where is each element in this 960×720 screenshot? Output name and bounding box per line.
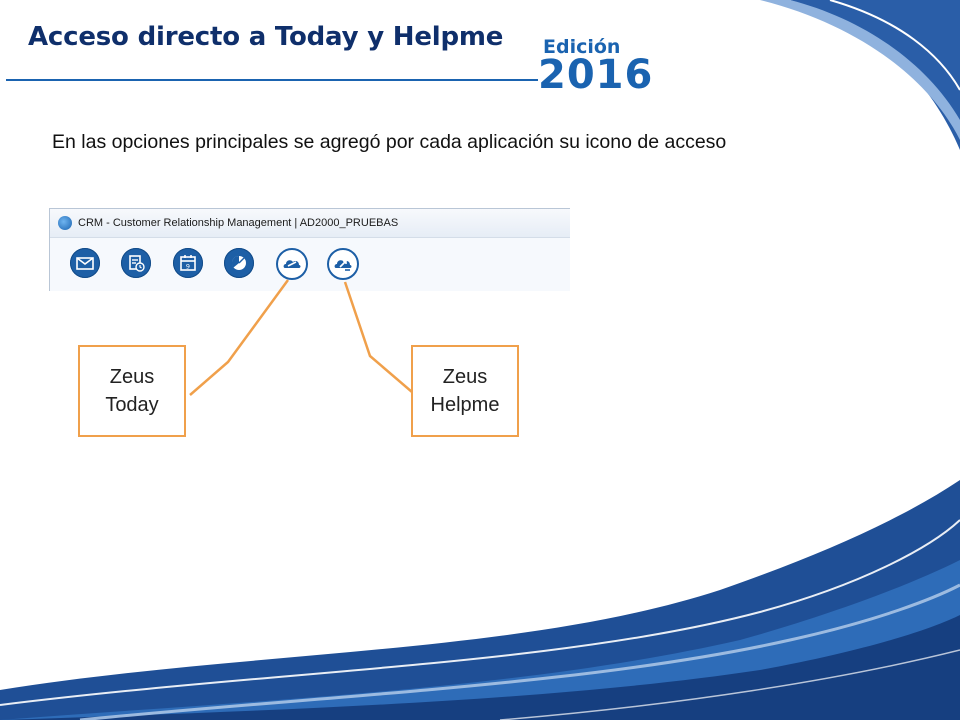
crm-logo-icon	[58, 216, 72, 230]
callout-helpme-line1: Zeus	[442, 366, 488, 388]
top-right-swoosh	[790, 0, 960, 150]
slide-title: Acceso directo a Today y Helpme	[28, 22, 504, 52]
zeus-helpme-icon[interactable]	[327, 248, 359, 280]
zeus-today-icon[interactable]	[276, 248, 308, 280]
mail-icon[interactable]	[70, 248, 100, 278]
calendar-icon[interactable]	[173, 248, 203, 278]
window-title: CRM - Customer Relationship Management | AD2000_PRUEBAS	[78, 217, 399, 229]
callout-today-line2: Today	[105, 394, 159, 416]
svg-text:9: 9	[185, 262, 191, 271]
window-titlebar	[50, 209, 570, 237]
callout-zeus-today	[78, 345, 186, 437]
callout-helpme-line2: Helpme	[430, 394, 500, 416]
crm-window-screenshot	[49, 208, 570, 291]
callout-zeus-helpme	[411, 345, 519, 437]
intro-text: En las opciones principales se agregó por cada aplicación su icono de acceso	[52, 131, 727, 153]
report-clock-icon[interactable]	[121, 248, 151, 278]
edition-year: 2016	[538, 52, 654, 98]
main-toolbar	[50, 237, 570, 291]
edition-label: Edición	[543, 36, 621, 58]
callout-today-line1: Zeus	[109, 366, 155, 388]
title-underline	[6, 79, 538, 81]
pie-chart-icon[interactable]	[224, 248, 254, 278]
